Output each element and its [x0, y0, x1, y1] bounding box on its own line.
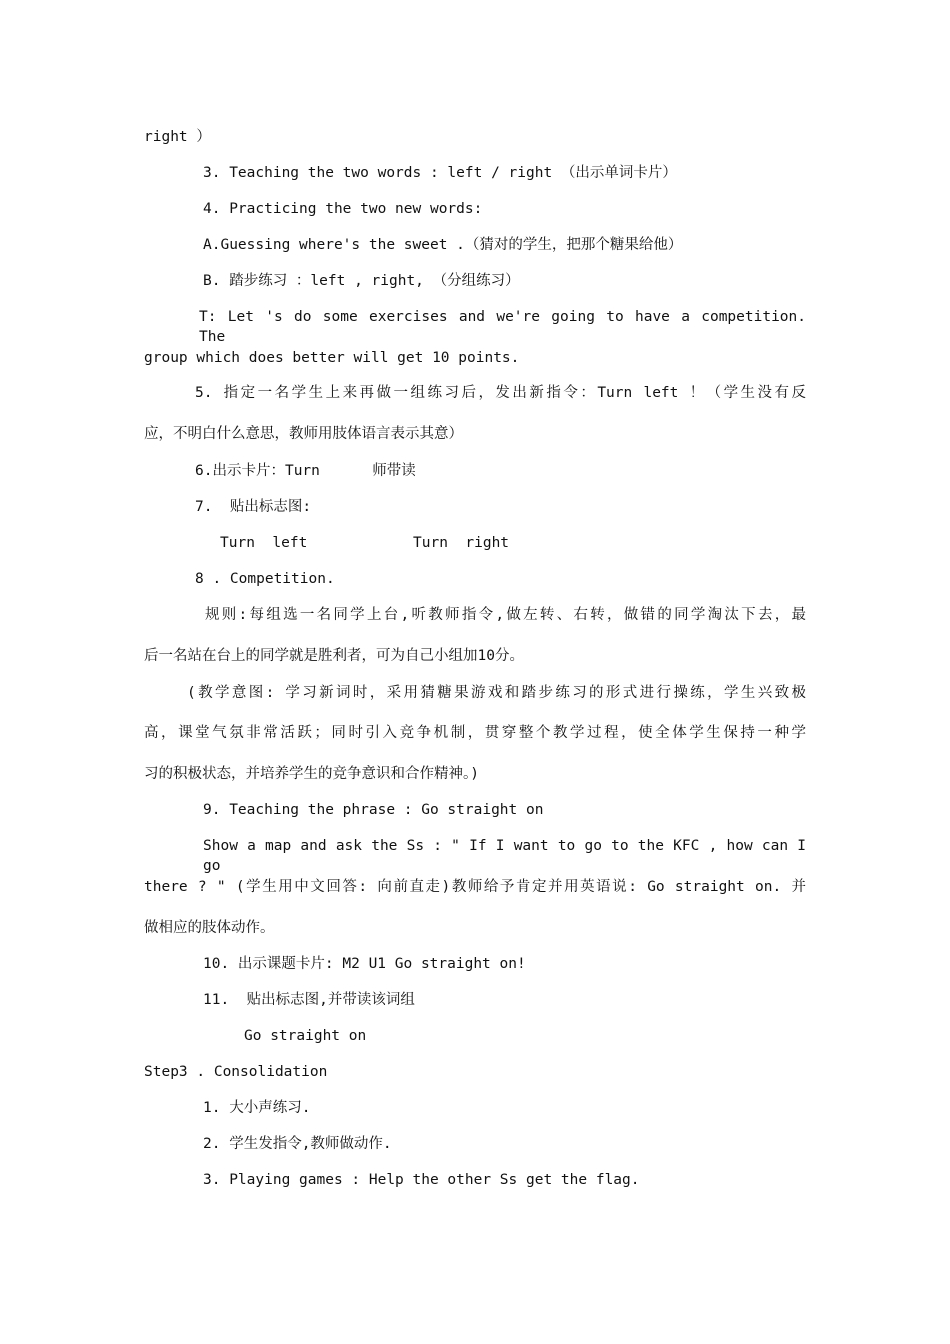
text-line: 1. 大小声练习. — [203, 1100, 311, 1116]
text-line: 2. 学生发指令,教师做动作. — [203, 1136, 392, 1152]
text-line: B. 踏步练习 ：left , right, （分组练习） — [203, 273, 520, 289]
text-line: 高，课堂气氛非常活跃；同时引入竞争机制，贯穿整个教学过程，使全体学生保持一种学 — [144, 725, 806, 741]
text-line: 6.出示卡片：Turn 师带读 — [195, 463, 416, 479]
text-line: 10. 出示课题卡片: M2 U1 Go straight on! — [203, 956, 526, 972]
text-line: T: Let 's do some exercises and we're going to have a competition. The — [199, 309, 806, 345]
section-heading: Step3 . Consolidation — [144, 1064, 328, 1080]
text-line: (教学意图: 学习新词时，采用猜糖果游戏和踏步练习的形式进行操练，学生兴致极 — [187, 685, 806, 701]
text-line: Show a map and ask the Ss : " If I want to go to the KFC , how can I go — [203, 838, 806, 874]
text-line: 做相应的肢体动作。 — [144, 920, 275, 936]
sign-label-turn-right: Turn right — [413, 535, 510, 551]
text-line: Go straight on — [244, 1028, 367, 1044]
text-line: there ? " (学生用中文回答: 向前直走)教师给予肯定并用英语说: Go straight on. 并 — [144, 879, 806, 895]
text-line: 3. Playing games : Help the other Ss get the flag. — [203, 1172, 640, 1188]
text-line: 习的积极状态，并培养学生的竞争意识和合作精神。) — [144, 766, 479, 782]
text-line: 规则:每组选一名同学上台,听教师指令,做左转、右转，做错的同学淘汰下去，最 — [205, 607, 806, 623]
text-line: 4. Practicing the two new words: — [203, 201, 483, 217]
sign-label-turn-left: Turn left — [220, 535, 308, 551]
text-line: 3. Teaching the two words : left / right （出示单词卡片） — [203, 165, 677, 181]
text-line: 8 . Competition. — [195, 571, 335, 587]
text-line: 应，不明白什么意思，教师用肢体语言表示其意） — [144, 426, 463, 442]
text-line: 5. 指定一名学生上来再做一组练习后，发出新指令：Turn left ！（学生没有反 — [195, 385, 806, 401]
text-line: 9. Teaching the phrase : Go straight on — [203, 802, 544, 818]
text-line: A.Guessing where's the sweet .（猜对的学生，把那个糖果给他） — [203, 237, 683, 253]
text-line: 11. 贴出标志图,并带读该词组 — [203, 992, 415, 1008]
text-line: group which does better will get 10 points. — [144, 350, 520, 366]
text-line: right ） — [144, 129, 211, 145]
text-line: 7. 贴出标志图: — [195, 499, 312, 515]
text-line: 后一名站在台上的同学就是胜利者，可为自己小组加10分。 — [144, 648, 524, 664]
